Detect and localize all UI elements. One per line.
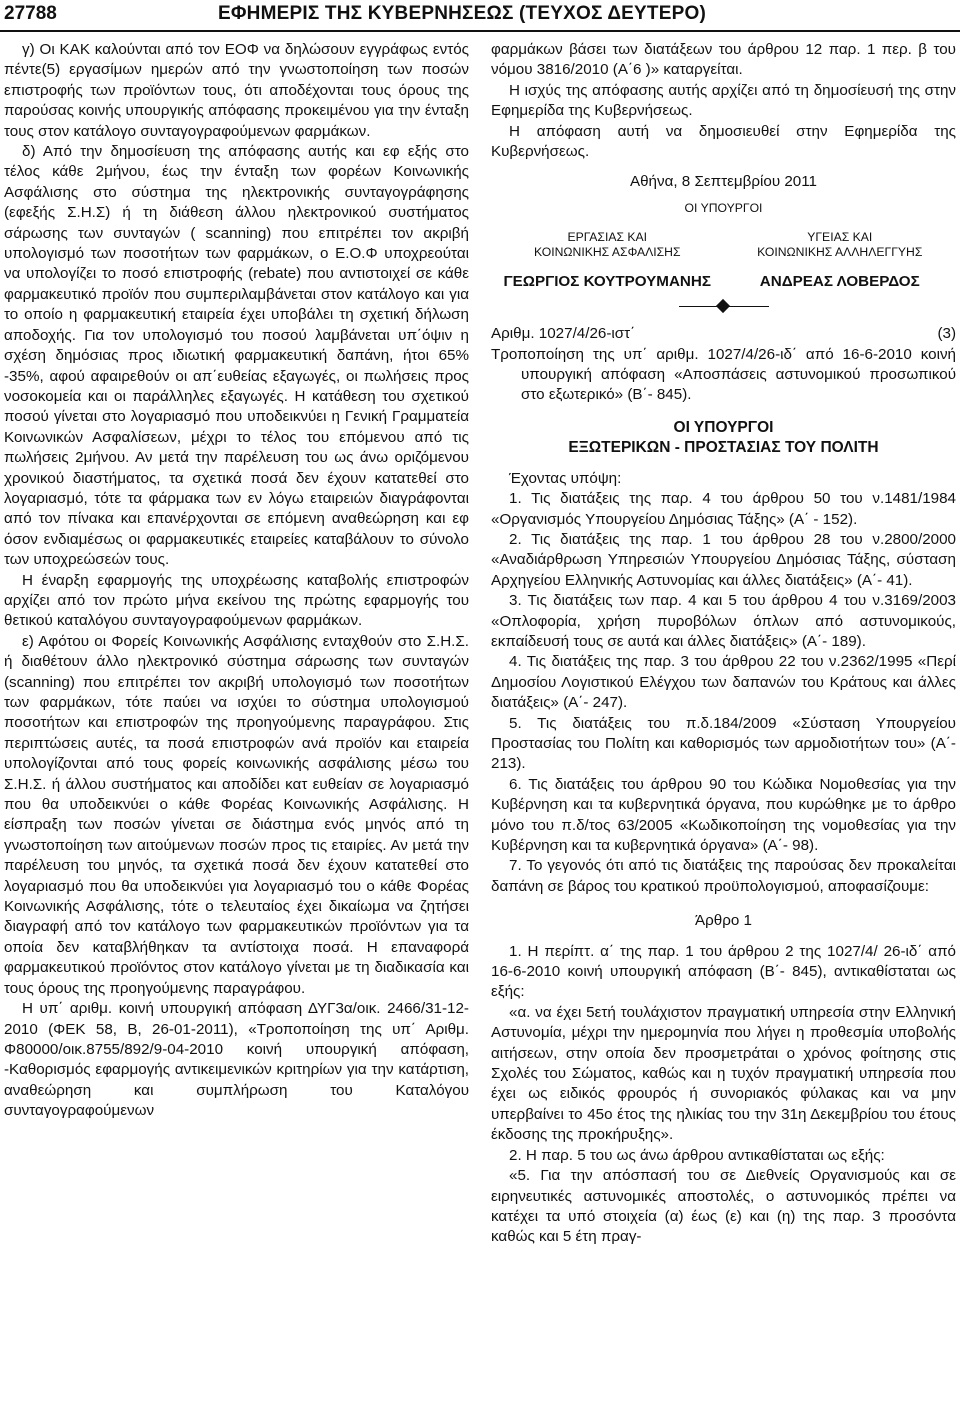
signatory-2-ministry (724, 230, 957, 260)
paragraph-e: ε) Αφότου οι Φορείς Κοινωνικής Ασφάλισης ενταχθούν στο Σ.Η.Σ. ή διαθέτουν άλλο ηλεκτρονικό σύστημα σάρωσης των συνταγών (scanning) που επιτρέπει τον ακριβή υπολογισμό των ποσοτήτων των φαρμάκων, τότε παύει να ισχύει το σύστημα υπολογισμού ποσοτήτων και επιστροφών της προηγούμενης παραγράφου. Στις περιπτώσεις αυτές, τα ποσά επιστροφών ανά προϊόν και εταιρεία υπολογίζονται από τους φορείς κοινωνικής ασφάλισης μέσω του Σ.Η.Σ. ή άλλου συστήματος και αποδίδει κατ ευθείαν σε λογαριασμό που θα υποδεικνύει ο κάθε Φορέας Κοινωνικής Ασφάλισης. Η είσπραξη των ποσών γίνεται σε διάστημα ενός μηνός από τη γνωστοποίηση των αιτούμενων ποσών προς τις εταιρίες. Αν μετά την παρέλευση του μηνός, τα σχετικά ποσά δεν έχουν κατατεθεί στο λογαριασμό που θα υποδεικνύει για λογαριασμό του ο κάθε Φορέας Κοινωνικής Ασφάλισης, τότε ο τελευταίος έχει δικαίωμα να ζητήσει διαγραφή από τον κατάλογο των φαρμακευτικών προϊόντων για τα οποία δεν καταβλήθηκαν τα αντίστοιχα ποσά. Η επαναφορά φαρμακευτικού προϊόντος στον κατάλογο γίνεται με τη διαδικασία και τους όρους της προηγούμενης παραγράφου. (4, 632, 469, 997)
list-item: 1. Τις διατάξεις της παρ. 4 του άρθρου 50 του ν.1481/1984 «Οργανισμός Υπουργείου Δημόσιας Τάξης» (Α΄ - 152). (491, 490, 956, 528)
paragraph-c: γ) Οι ΚΑΚ καλούνται από τον ΕΟΦ να δηλώσουν εγγράφως εντός πέντε(5) εργασίμων ημερών από την γνωστοποίηση των ποσών επιστροφής των προϊόντων τους, ότι αποδέχονται τους όρους της παρούσας κοινής υπουργικής απόφασης προκειμένου για την ένταξη τους στον κατάλογο συνταγογραφούμενων φαρμάκων. (4, 41, 469, 140)
signatory-1-name: ΓΕΩΡΓΙΟΣ ΚΟΥΤΡΟΥΜΑΝΗΣ (503, 272, 711, 290)
article-paragraph: «5. Για την απόσπασή του σε Διεθνείς Οργανισμούς και σε ειρηνευτικές αστυνομικές αποστολές, ο αστυνομικός πρέπει να κατέχει τα υπό στοιχεία (α) έως (ε) και (η) της παρ. 3 προσόντα καθώς και 5 έτη πραγ- (491, 1167, 956, 1246)
ministry-line: ΚΟΙΝΩΝΙΚΗΣ ΑΛΛΗΛΕΓΓΥΗΣ (757, 244, 923, 259)
page-header (0, 0, 960, 36)
ministry-line: ΚΟΙΝΩΝΙΚΗΣ ΑΣΦΑΛΙΣΗΣ (534, 244, 681, 259)
ministry-line: ΥΓΕΙΑΣ ΚΑΙ (807, 229, 873, 244)
section-divider (491, 296, 956, 318)
heading-line-2: ΕΞΩΤΕΡΙΚΩΝ - ΠΡΟΣΤΑΣΙΑΣ ΤΟΥ ΠΟΛΙΤΗ (568, 439, 879, 457)
decision-number: (3) (937, 325, 956, 343)
list-item: 6. Τις διατάξεις του άρθρου 90 του Κώδικα Νομοθεσίας για την Κυβέρνηση και τα κυβερνητικά όργανα, που κυρώθηκε με το άρθρο μόνο του π.δ/τος 63/2005 «Κωδικοποίηση της νομοθεσίας για την Κυβέρνηση και τα κυβερνητικά όργανα» (Α΄- 98). (491, 775, 956, 854)
signatory-2-name: ΑΝΔΡΕΑΣ ΛΟΒΕΡΔΟΣ (759, 272, 920, 290)
list-item: 4. Τις διατάξεις της παρ. 3 του άρθρου 22 του ν.2362/1995 «Περί Δημοσίου Λογιστικού Ελέγχου των δαπανών του Κράτους και άλλες διατάξεις» (Α΄- 247). (491, 653, 956, 712)
paragraph-continued: φαρμάκων βάσει των διατάξεων του άρθρου 12 παρ. 1 περ. β του νόμου 3816/2010 (Α΄6 )» καταργείται. (491, 41, 956, 79)
list-item: 7. Το γεγονός ότι από τις διατάξεις της παρούσας δεν προκαλείται δαπάνη σε βάρος του κρατικού προϋπολογισμού, αποφασίζουμε: (491, 857, 956, 895)
article-title: Άρθρο 1 (695, 912, 752, 930)
right-column (491, 40, 956, 1248)
ministry-line: ΕΡΓΑΣΙΑΣ ΚΑΙ (567, 229, 648, 244)
list-item: 3. Τις διατάξεις των παρ. 4 και 5 του άρθρου 4 του ν.3169/2003 «Οπλοφορία, χρήση πυροβόλων όπλων από αστυνομικούς, εκπαίδευσή τους σε αυτά και άλλες διατάξεις» (Α΄- 189). (491, 592, 956, 650)
paragraph-start: Η έναρξη εφαρμογής της υποχρέωσης καταβολής επιστροφών αρχίζει από τον πρώτο μήνα εκείνου της πρώτης εφαρμογής του θετικού καταλόγου συνταγογραφούμενων φαρμάκων. (4, 571, 469, 630)
article-paragraph: «α. να έχει 5ετή τουλάχιστον πραγματική υπηρεσία στην Ελληνική Αστυνομία, μέχρι την ημερομηνία που λήγει η προθεσμία υποβολής αιτήσεων, στην οποία δεν προσμετράται ο χρόνος φοίτησης στις Σχολές του Σώματος, καθώς και η τυχόν πραγματική υπηρεσία που έχει ως ειδικός φρουρός ή συνοριακός φύλακας και να μην υπερβαίνει το 45ο έτος της ηλικίας του την 31η Δεκεμβρίου του έτους έκδοσης της προκήρυξης». (491, 1003, 956, 1144)
paragraph-publication: Η απόφαση αυτή να δημοσιευθεί στην Εφημερίδα της Κυβερνήσεως. (491, 122, 956, 161)
paragraph-validity: Η ισχύς της απόφασης αυτής αρχίζει από τη δημοσίευσή της στην Εφημερίδα της Κυβερνήσεως. (491, 81, 956, 120)
list-item: 2. Τις διατάξεις της παρ. 1 του άρθρου 28 του ν.2800/2000 «Αναδιάρθρωση Υπηρεσιών Υπουργείου Δημόσιας Τάξης, σύσταση Αρχηγείου Ελληνικής Αστυνομίας και άλλες διατάξεις» (Α΄- 41). (491, 530, 956, 589)
signature-block (491, 172, 956, 292)
signatory-ministries (491, 230, 956, 260)
paragraph-d: δ) Από την δημοσίευση της απόφασης αυτής και εφ εξής στο τέλος κάθε 2μήνου, έως την ένταξη των φορέων Κοινωνικής Ασφάλισης στο σύστημα της ηλεκτρονικής συνταγογράφησης (εφεξής Σ.Η.Σ) ή τη διάθεση άλλου ηλεκτρονικού συστήματος σάρωσης των συνταγών ( scanning) που επιτρέπει τον ακριβή υπολογισμό των ποσοτήτων των φαρμάκων, ο Ε.Ο.Φ υποχρεούται να υπολογίζει το ποσό επιστροφής (rebate) που αντιστοιχεί σε κάθε φαρμακευτικό προϊόν που συμπεριλαμβάνεται στον κατάλογο και για το οποίο η φαρμακευτική εταιρεία έχει υποβάλει τη σχετική δήλωση αποδοχής. Για τον υπολογισμό του ποσού λαμβάνεται υπ΄όψιν η σχέση δημόσιας προς ιδιωτική φαρμακευτική δαπάνη, ήτοι 65% -35%, αφού αφαιρεθούν οι απ΄ευθείας εξαγωγές, οι πωλήσεις προς νοσοκομεία και οι παράλληλες εξαγωγές. Η κατάθεση του σχετικού ποσού γίνεται στο λογαριασμό που υποδεικνύει η Γενική Γραμματεία Κοινωνικών Ασφαλίσεων, μέχρι το τέλος του επόμενου από τις πωλήσεις 2μήνου. Αν μετά την παρέλευση του ως άνω οριζόμενου χρονικού διαστήματος, τα σχετικά ποσά δεν έχουν κατατεθεί στο λογαριασμό, τότε τα φάρμακα των εν λόγω εταιρειών διαγράφονται από τον πίνακα και επανέρχονται σε επόμενη αναθεώρηση και εφ όσον ενδιαμέσως οι φαρμακευτικές εταιρείες καταβάλουν το σύνολο των υποχρεώσεών τους. (4, 143, 469, 569)
page-number: 27788 (4, 3, 57, 24)
place-date: Αθήνα, 8 Σεπτεμβρίου 2011 (629, 173, 818, 191)
signatory-names (491, 272, 956, 292)
having-regard: Έχοντας υπόψη: (509, 469, 622, 487)
paragraph-repeal: Η υπ΄ αριθμ. κοινή υπουργική απόφαση ΔΥΓ3α/οικ. 2466/31-12-2010 (ΦΕΚ 58, Β, 26-01-2011), «Τροποποίηση της υπ΄ Αριθμ. Φ80000/οικ.8755/892/9-04-2010 κοινή υπουργική απόφαση, -Καθορισμός εφαρμογής αντικειμενικών κριτηρίων για την κατάρτιση, αναθεώρηση και συμπλήρωση του Καταλόγου συνταγογραφούμενων (4, 1000, 469, 1120)
heading-line-1: ΟΙ ΥΠΟΥΡΓΟΙ (673, 418, 774, 436)
decision-reference (491, 324, 956, 344)
list-item: 5. Τις διατάξεις του π.δ.184/2009 «Σύσταση Υπουργείου Προστασίας του Πολίτη και καθορισμός των αρμοδιοτήτων του» (Α΄- 213). (491, 714, 956, 773)
header-rule (0, 30, 960, 32)
article-paragraph: 1. Η περίπτ. α΄ της παρ. 1 του άρθρου 2 της 1027/4/ 26-ιδ΄ από 16-6-2010 κοινή υπουργική απόφαση (Β΄- 845), αντικαθίσταται ως εξής: (491, 942, 956, 1001)
gazette-title: ΕΦΗΜΕΡΙΣ ΤΗΣ ΚΥΒΕΡΝΗΣΕΩΣ (ΤΕΥΧΟΣ ΔΕΥΤΕΡΟ) (218, 3, 706, 24)
signatory-1-ministry (491, 230, 724, 260)
diamond-ornament-icon (716, 299, 730, 313)
decision-ref: Αριθμ. 1027/4/26-ιστ΄ (491, 325, 636, 343)
ministers-heading (491, 418, 956, 459)
ministers-label: ΟΙ ΥΠΟΥΡΓΟΙ (684, 200, 763, 215)
left-column (4, 40, 469, 1122)
decision-title: Τροποποίηση της υπ΄ αριθμ. 1027/4/26-ιδ΄ από 16-6-2010 κοινή υπουργική απόφαση «Αποσπάσεις αστυνομικού προσωπικού στο εξωτερικό» (Β΄- 845). (491, 345, 956, 404)
article-paragraph: 2. Η παρ. 5 του ως άνω άρθρου αντικαθίσταται ως εξής: (509, 1146, 885, 1164)
